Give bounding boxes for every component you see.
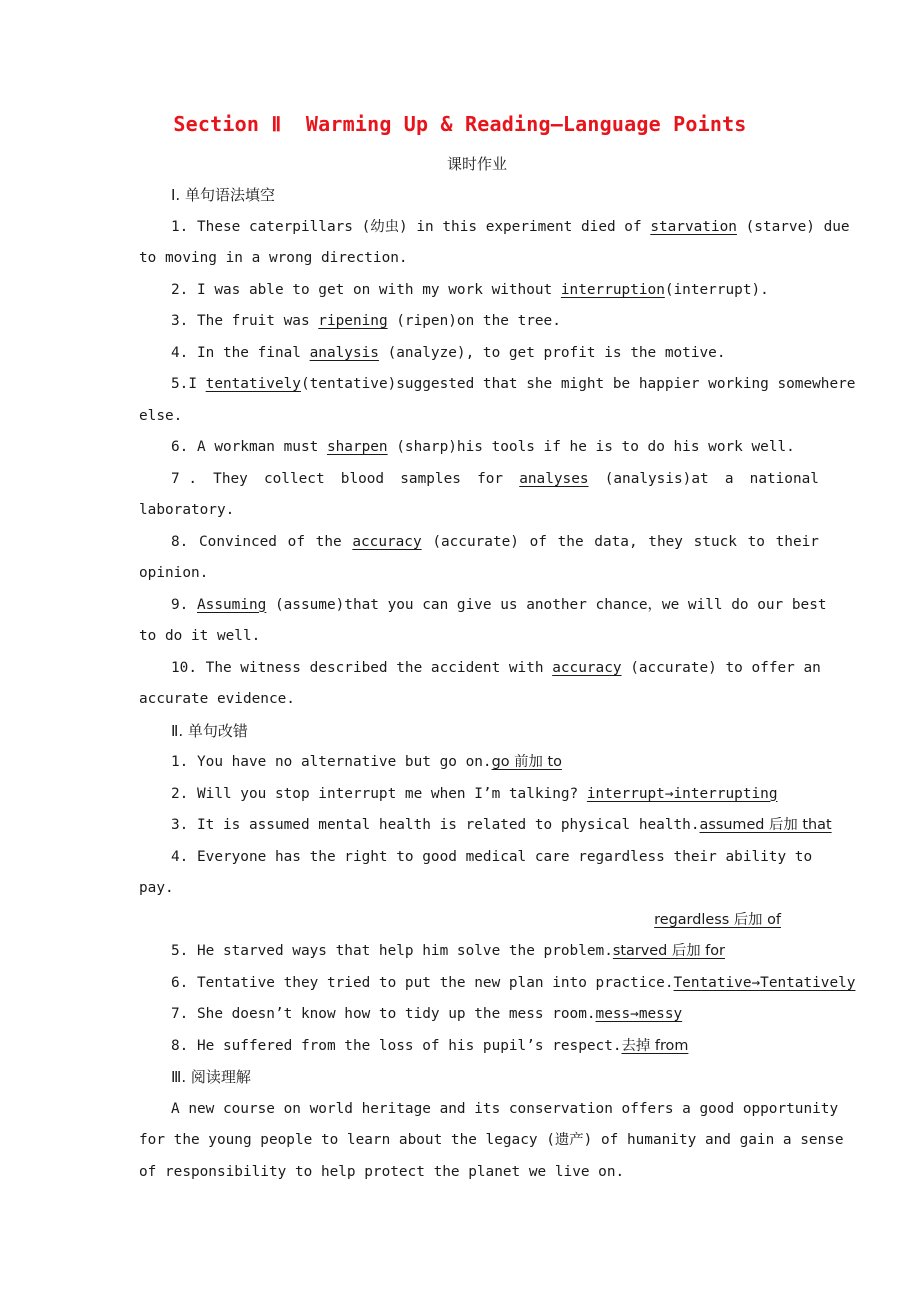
question-2-5: 5. He starved ways that help him solve the problem.starved 后加 for <box>171 943 725 959</box>
question-2-1: 1. You have no alternative but go on.go 前加 to <box>171 754 562 770</box>
answer: sharpen <box>326 439 388 455</box>
question-1-9: 9. Assuming (assume)that you can give us another chance，we will do our best <box>171 596 827 613</box>
question-1-7-cont: laboratory. <box>139 502 235 518</box>
question-1-5-cont: else. <box>139 407 183 424</box>
answer: interrupt→interrupting <box>586 785 778 802</box>
question-1-1: 1. These caterpillars (幼虫) in this experiment died of starvation (starve) due <box>171 218 850 235</box>
question-1-5: 5.I tentatively(tentative)suggested that she might be happier working somewhere <box>171 376 856 392</box>
passage-line-1: A new course on world heritage and its conservation offers a good opportunity <box>171 1100 839 1117</box>
answer: accuracy <box>552 659 622 676</box>
question-1-3: 3. The fruit was ripening (ripen)on the tree. <box>171 313 561 329</box>
document-body <box>139 180 856 1188</box>
question-2-8: 8. He suffered from the loss of his pupil’s respect.去掉 from <box>171 1037 689 1054</box>
question-2-7: 7. She doesn’t know how to tidy up the mess room.mess→messy <box>171 1006 683 1022</box>
section-heading-2: Ⅱ. 单句改错 <box>171 721 248 740</box>
passage-line-2: for the young people to learn about the legacy (遗产) of humanity and gain a sense <box>139 1132 844 1148</box>
question-2-4-cont: pay. <box>139 880 174 896</box>
page-subtitle: 课时作业 <box>446 155 507 173</box>
answer: analyses <box>519 470 589 487</box>
section-heading-3: Ⅲ. 阅读理解 <box>171 1068 251 1086</box>
question-2-4-answer-line <box>139 905 819 937</box>
passage-line-3: of responsibility to help protect the planet we live on. <box>139 1163 625 1180</box>
answer: starvation <box>650 218 737 235</box>
answer: accuracy <box>352 533 422 550</box>
question-1-2: 2. I was able to get on with my work without interruption(interrupt). <box>171 281 769 298</box>
question-2-4: 4. Everyone has the right to good medical care regardless their ability to <box>171 848 813 865</box>
question-1-9-cont: to do it well. <box>139 628 261 644</box>
question-1-1-cont: to moving in a wrong direction. <box>139 250 408 266</box>
answer: regardless 后加 of <box>654 911 781 928</box>
answer: analysis <box>309 344 379 361</box>
answer: interruption <box>560 281 665 298</box>
question-1-8: 8. Convinced of the accuracy (accurate) of the data, they stuck to their <box>139 527 819 559</box>
answer: Tentative→Tentatively <box>673 974 856 991</box>
answer: mess→messy <box>595 1006 683 1022</box>
question-1-7: 7 . They collect blood samples for analyses (analysis)at a national <box>139 464 819 496</box>
answer: starved 后加 for <box>612 943 725 959</box>
section-heading-1: Ⅰ. 单句语法填空 <box>171 186 275 204</box>
question-1-10-cont: accurate evidence. <box>139 691 295 707</box>
answer: assumed 后加 that <box>699 817 832 833</box>
question-1-8-cont: opinion. <box>139 565 209 581</box>
page-title: Section Ⅱ Warming Up & Reading—Language Points <box>173 112 747 136</box>
answer: go 前加 to <box>491 754 562 770</box>
answer: 去掉 from <box>621 1037 689 1054</box>
answer: Assuming <box>197 596 267 613</box>
question-1-10: 10. The witness described the accident with accuracy (accurate) to offer an <box>171 659 821 676</box>
question-2-3: 3. It is assumed mental health is related to physical health.assumed 后加 that <box>171 817 832 833</box>
question-2-6: 6. Tentative they tried to put the new plan into practice.Tentative→Tentatively <box>171 974 856 991</box>
question-1-4: 4. In the final analysis (analyze), to get profit is the motive. <box>171 344 726 361</box>
question-1-6: 6. A workman must sharpen (sharp)his tools if he is to do his work well. <box>171 439 795 455</box>
answer: tentatively <box>205 376 301 392</box>
answer: ripening <box>318 313 388 329</box>
question-2-2: 2. Will you stop interrupt me when I’m talking? interrupt→interrupting <box>171 785 778 802</box>
